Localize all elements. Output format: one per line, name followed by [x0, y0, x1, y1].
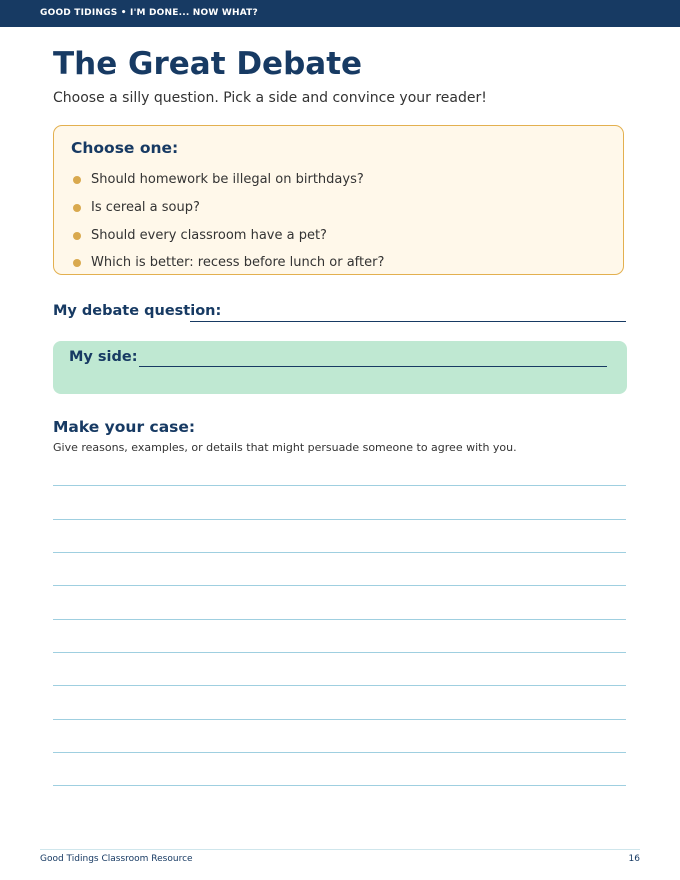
writing-line[interactable]: [53, 652, 626, 653]
writing-line[interactable]: [53, 519, 626, 520]
make-your-case-instructions: Give reasons, examples, or details that might persuade someone to agree with you.: [53, 441, 517, 454]
page-number: 16: [628, 854, 640, 864]
option-text: Should homework be illegal on birthdays?: [91, 172, 364, 187]
make-your-case-heading: Make your case:: [53, 418, 196, 436]
debate-question-write-line[interactable]: [190, 321, 626, 322]
writing-line[interactable]: [53, 552, 626, 553]
bullet-icon: [73, 259, 81, 267]
options-heading: Choose one:: [71, 139, 179, 157]
question-options-box: [53, 125, 624, 275]
footer-resource-name: Good Tidings Classroom Resource: [40, 854, 193, 864]
my-side-label: My side:: [69, 349, 138, 365]
footer-divider: [40, 849, 640, 850]
my-side-box: [53, 341, 627, 394]
debate-question-label: My debate question:: [53, 303, 222, 319]
writing-line[interactable]: [53, 619, 626, 620]
bullet-icon: [73, 176, 81, 184]
my-side-write-line[interactable]: [139, 366, 607, 367]
option-text: Is cereal a soup?: [91, 200, 200, 215]
writing-line[interactable]: [53, 685, 626, 686]
writing-line[interactable]: [53, 485, 626, 486]
running-title: GOOD TIDINGS • I'M DONE... NOW WHAT?: [40, 8, 258, 18]
bullet-icon: [73, 232, 81, 240]
writing-line[interactable]: [53, 585, 626, 586]
option-text: Should every classroom have a pet?: [91, 228, 327, 243]
writing-line[interactable]: [53, 785, 626, 786]
header-bar: [0, 0, 680, 27]
writing-line[interactable]: [53, 752, 626, 753]
option-text: Which is better: recess before lunch or after?: [91, 255, 385, 270]
writing-line[interactable]: [53, 719, 626, 720]
page-title: The Great Debate: [53, 46, 363, 82]
page-subtitle: Choose a silly question. Pick a side and convince your reader!: [53, 90, 487, 106]
bullet-icon: [73, 204, 81, 212]
